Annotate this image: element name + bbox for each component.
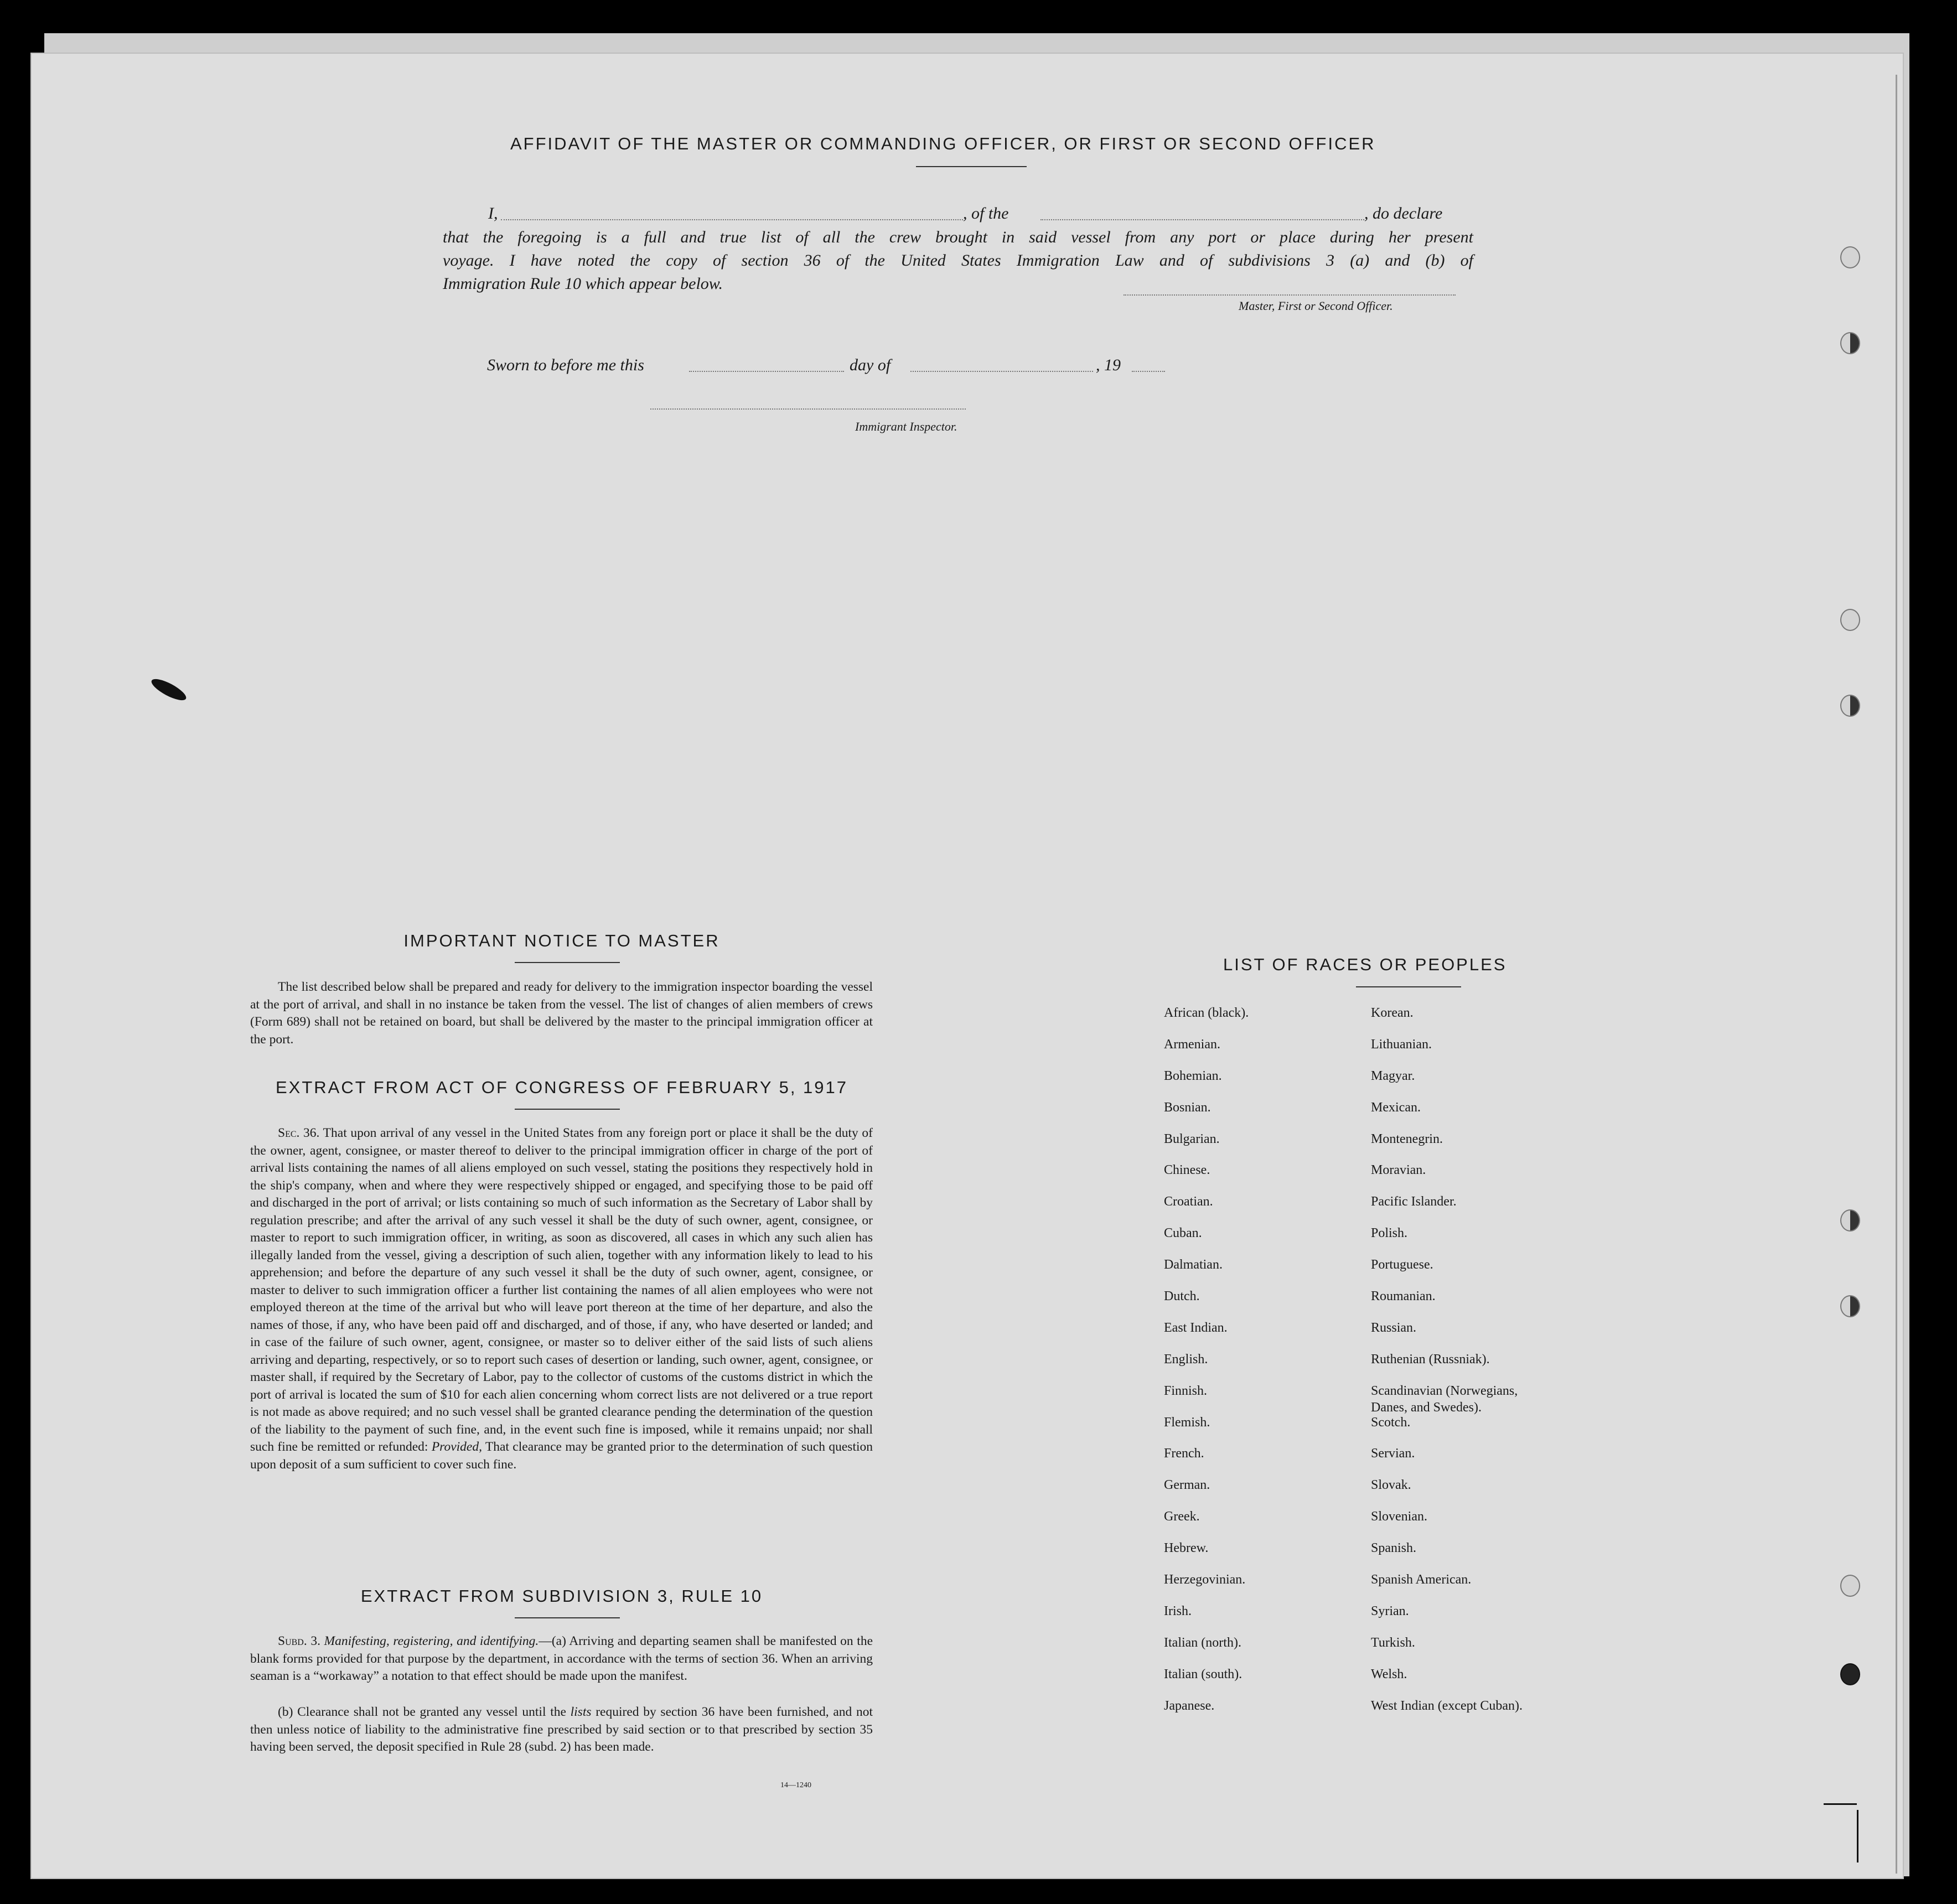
declaration-i: I, — [488, 204, 498, 223]
clause-b-lists: lists — [570, 1705, 592, 1719]
act-title: EXTRACT FROM ACT OF CONGRESS OF FEBRUARY 5, 1917 — [275, 1078, 848, 1097]
notice-underline — [515, 962, 620, 963]
race-item: Bulgarian. — [1164, 1131, 1220, 1146]
race-item: German. — [1164, 1478, 1210, 1493]
declaration-line-3: voyage. I have noted the copy of section 36 of the United States Immigration Law and of subdivisions 3 (a) and (b) of — [443, 251, 1473, 270]
act-underline — [515, 1109, 620, 1110]
binder-hole-icon — [1840, 1209, 1860, 1232]
sworn-day-of: day of — [850, 356, 891, 374]
race-item: Dutch. — [1164, 1289, 1200, 1304]
race-item: Turkish. — [1371, 1635, 1415, 1650]
rule-para-b — [250, 1704, 873, 1756]
notice-text: The list described below shall be prepared and ready for delivery to the immigration inspector boarding the vessel at the port of arrival, and shall in no instance be taken from the vessel. The list of changes of alien members of crews (Form 689) shall not be retained on board, but shall be delivered by the master to the principal immigration officer at the port. — [250, 980, 873, 1047]
signature-blank — [1124, 294, 1456, 296]
inspector-label: Immigrant Inspector. — [855, 420, 957, 433]
race-item: Welsh. — [1371, 1667, 1407, 1681]
corner-mark — [1824, 1803, 1857, 1805]
races-right-column — [1371, 1005, 1603, 1729]
proviso-word: Provided, — [431, 1440, 482, 1454]
races-title: LIST OF RACES OR PEOPLES — [1223, 955, 1507, 974]
race-item: Chinese. — [1164, 1163, 1210, 1178]
clause-b-label: (b) — [278, 1705, 293, 1719]
race-item: Slovenian. — [1371, 1509, 1427, 1524]
affidavit-title: AFFIDAVIT OF THE MASTER OR COMMANDING OFFICER, OR FIRST OR SECOND OFFICER — [510, 134, 1376, 153]
page-edge — [1896, 75, 1897, 1874]
signature-label: Master, First or Second Officer. — [1239, 299, 1393, 313]
race-item: Dalmatian. — [1164, 1258, 1223, 1272]
race-item: Servian. — [1371, 1446, 1415, 1461]
clause-b-text-1: Clearance shall not be granted any vessel until the — [297, 1705, 566, 1719]
races-underline — [1356, 986, 1461, 987]
rule-underline — [515, 1617, 620, 1618]
race-item: French. — [1164, 1446, 1204, 1461]
section-label: Sec. 36. — [278, 1126, 320, 1140]
race-item: West Indian (except Cuban). — [1371, 1698, 1523, 1713]
binder-hole-icon — [1840, 609, 1860, 631]
race-item: African (black). — [1164, 1006, 1249, 1020]
race-item: Russian. — [1371, 1320, 1417, 1335]
race-item: Polish. — [1371, 1226, 1408, 1241]
rule-title: EXTRACT FROM SUBDIVISION 3, RULE 10 — [360, 1586, 763, 1606]
race-item: Bosnian. — [1164, 1100, 1211, 1115]
section-36-text: That upon arrival of any vessel in the United States from any foreign port or place it shall be the duty of the owner, agent, consignee, or master thereof to deliver to the principal immigration officer in charge of the port of arrival lists containing the names of all aliens employed on such vessel, stating the positions they respectively hold in the ship's company, when and where they were respectively shipped or engaged, and specifying those to be paid off and discharged in the port of arrival; or lists containing so much of such information as the Secretary of Labor shall by regulation prescribe; and after the arrival of any such vessel it shall be the duty of such owner, agent, consignee, or master to report to such immigration officer, in writing, as soon as discovered, all cases in which any such alien has illegally landed from the vessel, giving a description of such alien, together with any information likely to lead to his apprehension; and before the departure of any such vessel it shall be the duty of such owner, agent, consignee, or master to deliver to such immigration officer a further list containing the names of all alien employees who were not employed thereon at the time of the arrival but who will leave port thereon at the time of her departure, and also the names of those, if any, who have been paid off and discharged, and of those, if any, who have deserted or landed; and in case of the failure of such owner, agent, consignee, or master so to deliver either of the said lists of such aliens arriving and departing, respectively, or so to report such cases of desertion or landing, such owner, agent, consignee, or master shall, if required by the Secretary of Labor, pay to the collector of customs of the customs district in which the port of arrival is located the sum of $10 for each alien concerning whom correct lists are not delivered or a true report is not made as above required; and no such vessel shall be granted clearance pending the determination of the question of the liability to the payment of such fine, and, in the event such fine is imposed, while it remains unpaid; nor shall such fine be remitted or refunded: — [250, 1126, 873, 1454]
races-left-column — [1164, 1005, 1347, 1729]
clause-b-text-2: required by section 36 have been furnished, and not then unless notice of liability to the administrative fine prescribed by said section or to that prescribed by section 35 having been served, the deposit specified in Rule 28 (subd. 2) has been made. — [250, 1705, 873, 1754]
race-item: Portuguese. — [1371, 1258, 1433, 1272]
race-item: English. — [1164, 1352, 1208, 1367]
rule-para-a — [250, 1633, 873, 1685]
form-number: 14—1240 — [780, 1781, 811, 1789]
vessel-blank — [1040, 219, 1364, 220]
race-item: Magyar. — [1371, 1068, 1415, 1083]
month-blank — [910, 371, 1093, 372]
declaration-declare: , do declare — [1364, 204, 1443, 223]
binder-hole-icon — [1840, 1295, 1860, 1317]
race-item: Korean. — [1371, 1006, 1414, 1020]
sworn-prefix: Sworn to before me this — [487, 356, 644, 374]
clause-a-label: —(a) — [539, 1634, 566, 1648]
year-blank — [1132, 371, 1165, 372]
race-item: Finnish. — [1164, 1383, 1208, 1398]
race-item: Irish. — [1164, 1603, 1192, 1618]
race-item: Hebrew. — [1164, 1541, 1209, 1556]
race-item: Greek. — [1164, 1509, 1200, 1524]
sworn-year: , 19 — [1096, 356, 1121, 374]
race-item: Armenian. — [1164, 1037, 1220, 1052]
race-item: Japanese. — [1164, 1698, 1215, 1713]
race-item: Pacific Islander. — [1371, 1194, 1457, 1209]
race-item: Italian (south). — [1164, 1667, 1242, 1681]
subdivision-heading: Manifesting, registering, and identifying. — [324, 1634, 539, 1648]
clause-a-text: Arriving and departing seamen shall be manifested on the blank forms provided for that purpose by the department, in accordance with the terms of section 36. When an arriving seaman is a “workaway” a notation to that effect should be made upon the manifest. — [250, 1634, 873, 1683]
race-item: Herzegovinian. — [1164, 1572, 1246, 1587]
act-text — [250, 1125, 873, 1473]
race-item: Mexican. — [1371, 1100, 1421, 1115]
race-item: Slovak. — [1371, 1478, 1411, 1493]
declaration-line-4: Immigration Rule 10 which appear below. — [443, 275, 723, 293]
race-item: Italian (north). — [1164, 1635, 1241, 1650]
race-item: Ruthenian (Russniak). — [1371, 1352, 1490, 1367]
race-item: Scandinavian (Norwegians, Danes, and Swedes). — [1371, 1383, 1518, 1415]
binder-hole-icon — [1840, 1663, 1860, 1685]
race-item: Roumanian. — [1371, 1289, 1436, 1304]
inspector-signature-blank — [650, 408, 966, 410]
race-item: Flemish. — [1164, 1415, 1210, 1430]
race-item: Syrian. — [1371, 1603, 1409, 1618]
race-item: Moravian. — [1371, 1163, 1426, 1178]
race-item: Croatian. — [1164, 1194, 1213, 1209]
declaration-of-the: , of the — [963, 204, 1009, 223]
race-item: Lithuanian. — [1371, 1037, 1432, 1052]
binder-hole-icon — [1840, 695, 1860, 717]
binder-hole-icon — [1840, 1575, 1860, 1597]
subdivision-label: Subd. 3. — [278, 1634, 320, 1648]
race-item: East Indian. — [1164, 1320, 1228, 1335]
name-blank — [501, 219, 963, 220]
race-item: Scotch. — [1371, 1415, 1411, 1430]
title-underline — [916, 166, 1027, 167]
race-item: Spanish American. — [1371, 1572, 1472, 1587]
race-item: Bohemian. — [1164, 1068, 1222, 1083]
day-blank — [689, 371, 844, 372]
declaration-line-2: that the foregoing is a full and true list of all the crew brought in said vessel from any port or place during her present — [443, 228, 1473, 246]
binder-hole-icon — [1840, 246, 1860, 268]
race-item: Cuban. — [1164, 1226, 1202, 1241]
race-item: Montenegrin. — [1371, 1131, 1443, 1146]
notice-title: IMPORTANT NOTICE TO MASTER — [403, 931, 720, 950]
binder-hole-icon — [1840, 332, 1860, 354]
proviso-text: That clearance may be granted prior to the determination of such question upon deposit of a sum sufficient to cover such fine. — [250, 1440, 873, 1472]
race-item: Spanish. — [1371, 1541, 1417, 1556]
corner-mark — [1857, 1810, 1858, 1862]
